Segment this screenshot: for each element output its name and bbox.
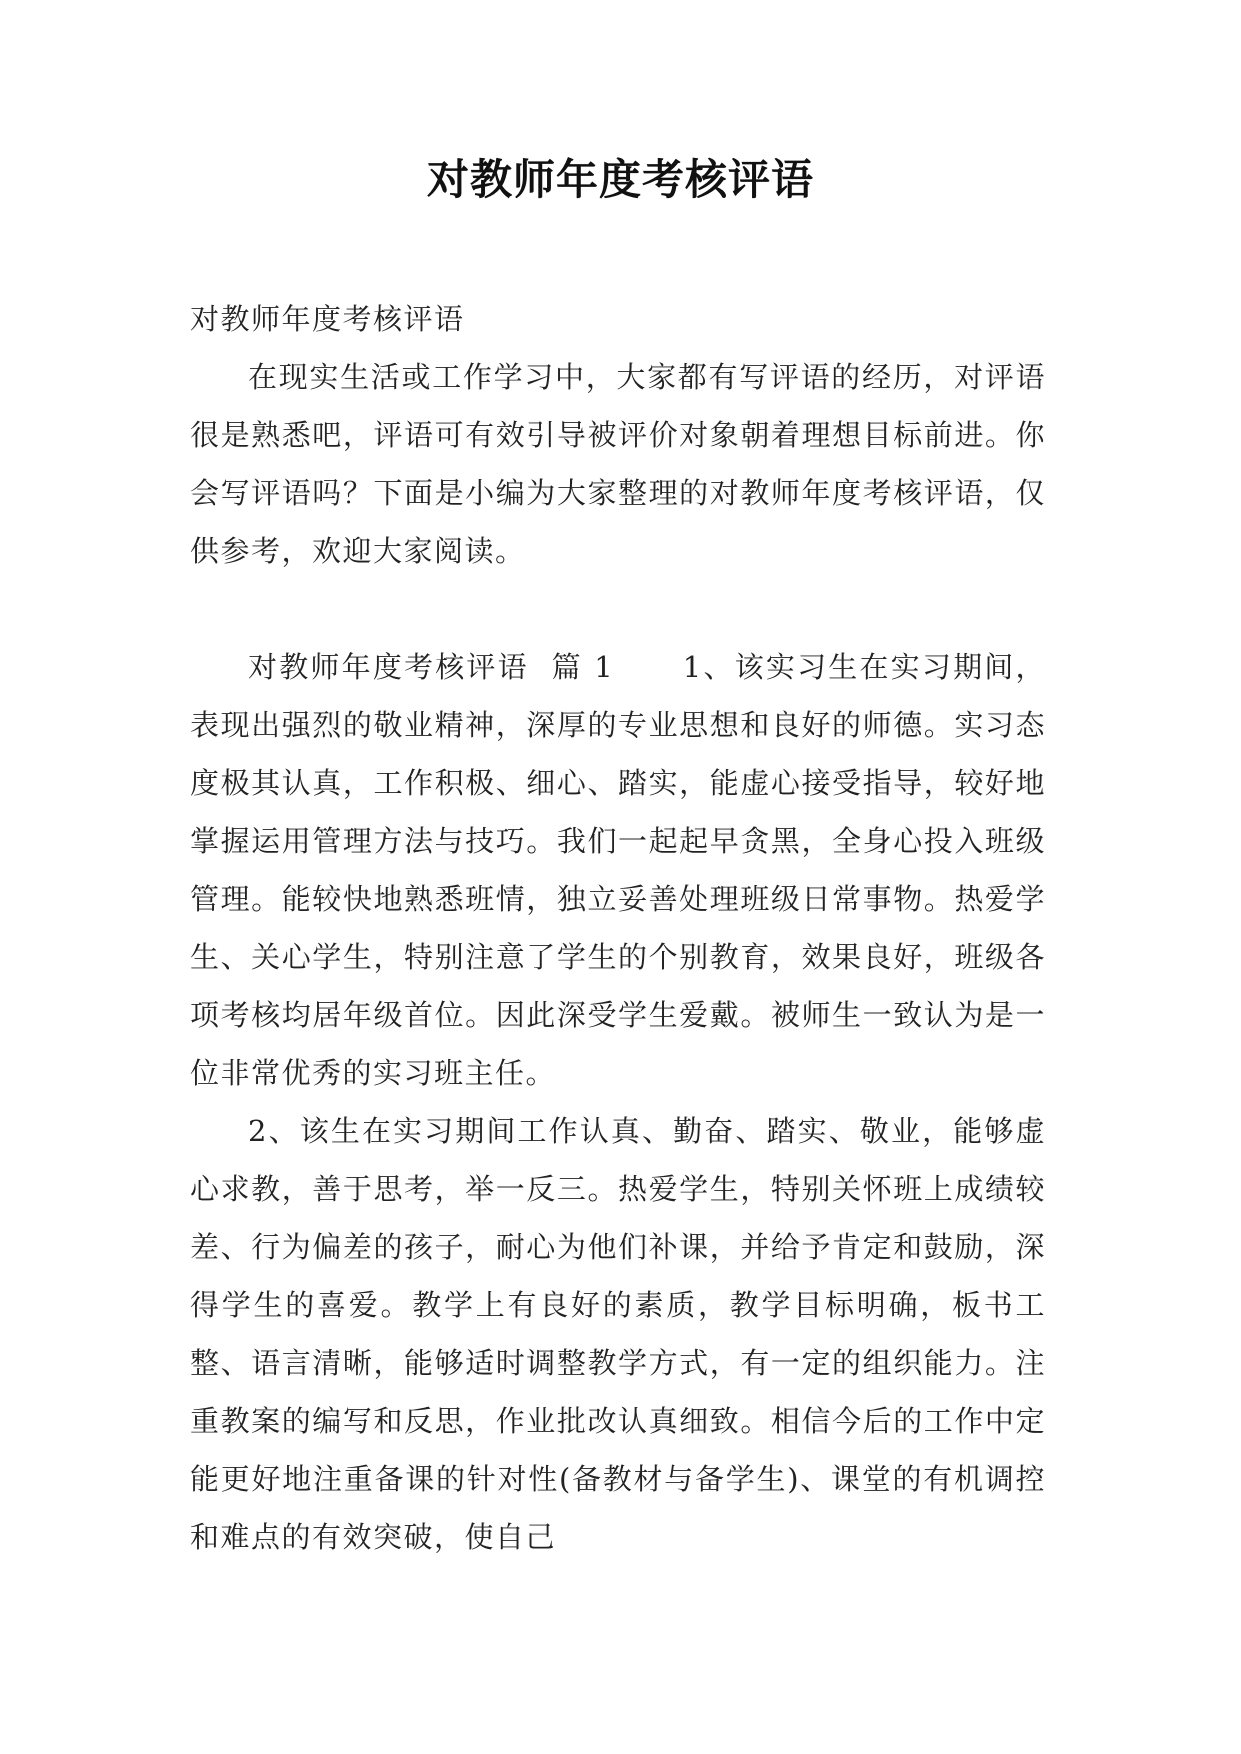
document-subtitle: 对教师年度考核评语 bbox=[190, 302, 465, 336]
item-1-text: 1、该实习生在实习期间，表现出强烈的敬业精神，深厚的专业思想和良好的师德。实习态度极其认真，工作积极、细心、踏实，能虚心接受指导，较好地掌握运用管理方法与技巧。我们一起起早贪黑，全身心投入班级管理。能较快地熟悉班情，独立妥善处理班级日常事物。热爱学生、关心学生，特别注意了学生的个别教育，效果良好，班级各项考核均居年级首位。因此深受学生爱戴。被师生一致认为是一位非常优秀的实习班主任。 bbox=[190, 650, 1046, 1090]
document-body bbox=[190, 290, 1046, 1566]
section-1-heading: 对教师年度考核评语 篇 1 bbox=[248, 650, 683, 684]
intro-paragraph: 在现实生活或工作学习中，大家都有写评语的经历，对评语很是熟悉吧，评语可有效引导被评价对象朝着理想目标前进。你会写评语吗？下面是小编为大家整理的对教师年度考核评语，仅供参考，欢迎大家阅读。 bbox=[190, 360, 1046, 568]
item-2-paragraph: 2、该生在实习期间工作认真、勤奋、踏实、敬业，能够虚心求教，善于思考，举一反三。热爱学生，特别关怀班上成绩较差、行为偏差的孩子，耐心为他们补课，并给予肯定和鼓励，深得学生的喜爱。教学上有良好的素质，教学目标明确，板书工整、语言清晰，能够适时调整教学方式，有一定的组织能力。注重教案的编写和反思，作业批改认真细致。相信今后的工作中定能更好地注重备课的针对性(备教材与备学生)、课堂的有机调控和难点的有效突破，使自己 bbox=[190, 1114, 1046, 1554]
document-title: 对教师年度考核评语 bbox=[426, 155, 814, 204]
section-1-paragraph bbox=[190, 638, 1046, 1102]
